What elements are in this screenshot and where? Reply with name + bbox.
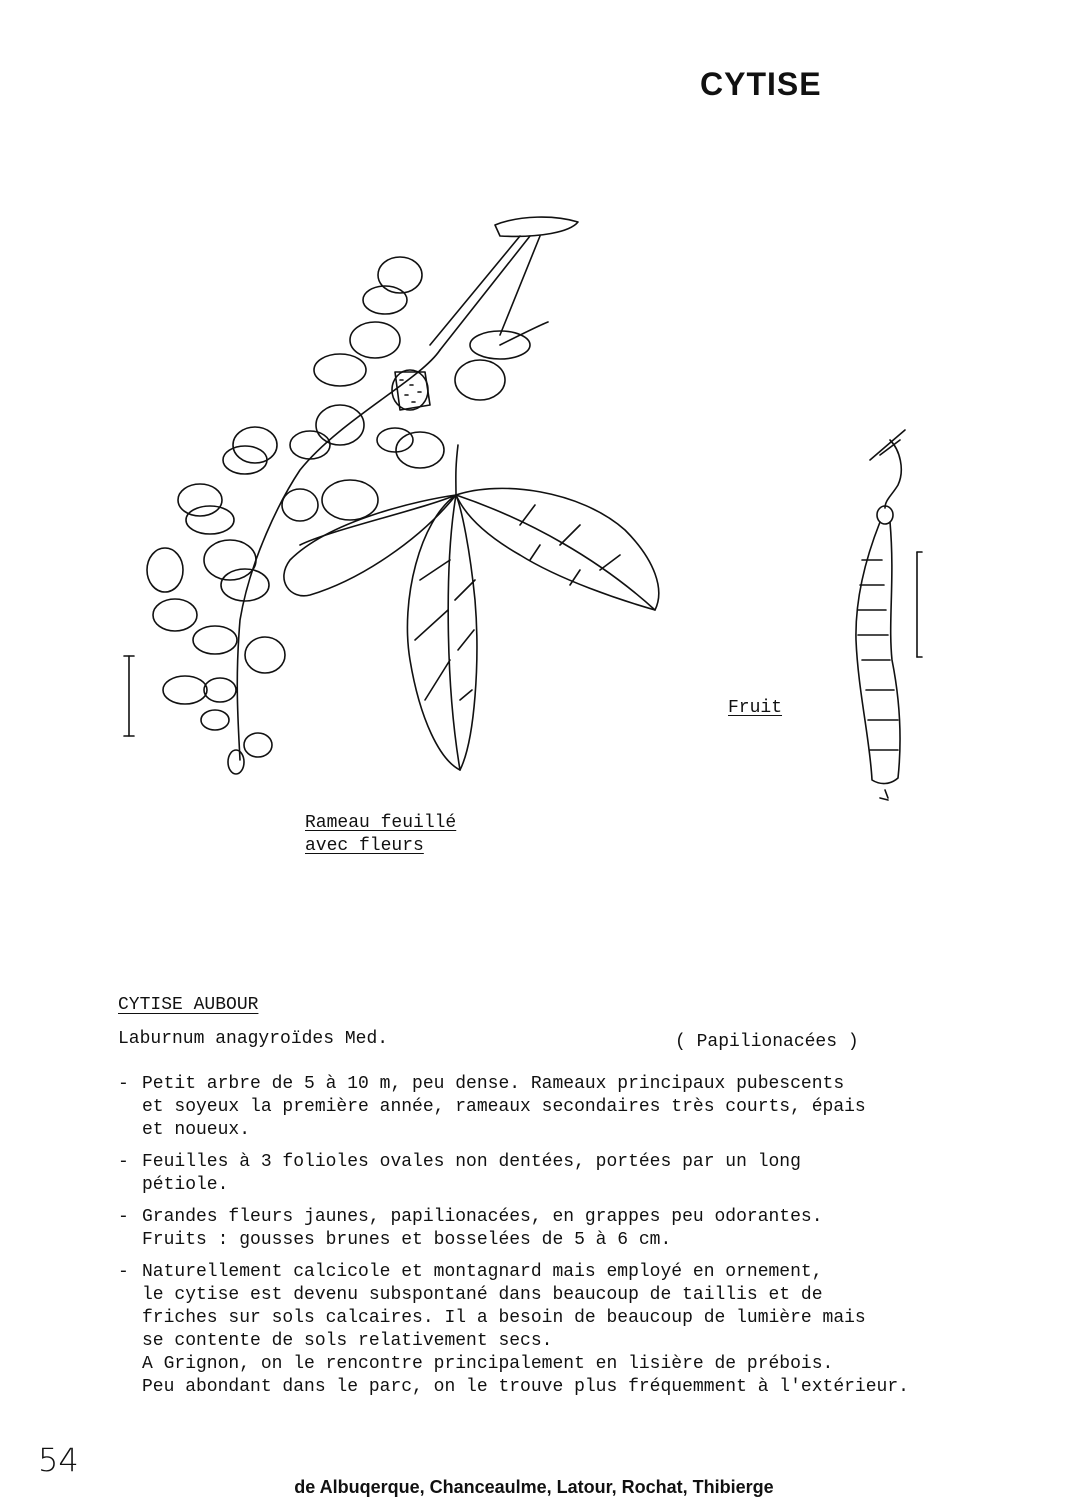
page-title: CYTISE xyxy=(700,66,822,102)
credits: de Albuqerque, Chanceaulme, Latour, Rochat, Thibierge xyxy=(294,1477,774,1497)
page-number: 54 xyxy=(38,1441,79,1479)
latin-name: Laburnum anagyroïdes Med. xyxy=(118,1029,389,1049)
family-name: ( Papilionacées ) xyxy=(675,1032,859,1052)
bullet-dash: - xyxy=(118,1152,129,1172)
description-item xyxy=(118,1073,1018,1142)
branch-drawing xyxy=(124,217,659,774)
bullet-dash: - xyxy=(118,1074,129,1094)
description-list xyxy=(118,1073,1018,1408)
description-item xyxy=(118,1261,1018,1399)
fruit-drawing xyxy=(856,430,922,800)
fruit-caption: Fruit xyxy=(728,698,783,718)
description-text: Feuilles à 3 folioles ovales non dentées, portées par un long pétiole. xyxy=(142,1152,801,1195)
description-item xyxy=(118,1206,1018,1252)
bullet-dash: - xyxy=(118,1262,129,1282)
bullet-dash: - xyxy=(118,1207,129,1227)
description-item xyxy=(118,1151,1018,1197)
description-text: Naturellement calcicole et montagnard mais employé en ornement, le cytise est devenu subspontané dans beaucoup de taillis et de friches sur sols calcaires. Il a besoin de beaucoup de lumière mais se contente de sols relativement secs. A Grignon, on le rencontre principalement en lisière de prébois. Peu abondant dans le parc, on le trouve plus fréquemment à l'extérieur. xyxy=(142,1262,909,1397)
description-text: Petit arbre de 5 à 10 m, peu dense. Rameaux principaux pubescents et soyeux la première année, rameaux secondaires très courts, épais et noueux. xyxy=(142,1074,866,1140)
branch-caption: Rameau feuillé avec fleurs xyxy=(305,813,457,856)
description-text: Grandes fleurs jaunes, papilionacées, en grappes peu odorantes. Fruits : gousses brunes et bosselées de 5 à 6 cm. xyxy=(142,1207,823,1250)
species-name: CYTISE AUBOUR xyxy=(118,995,259,1015)
